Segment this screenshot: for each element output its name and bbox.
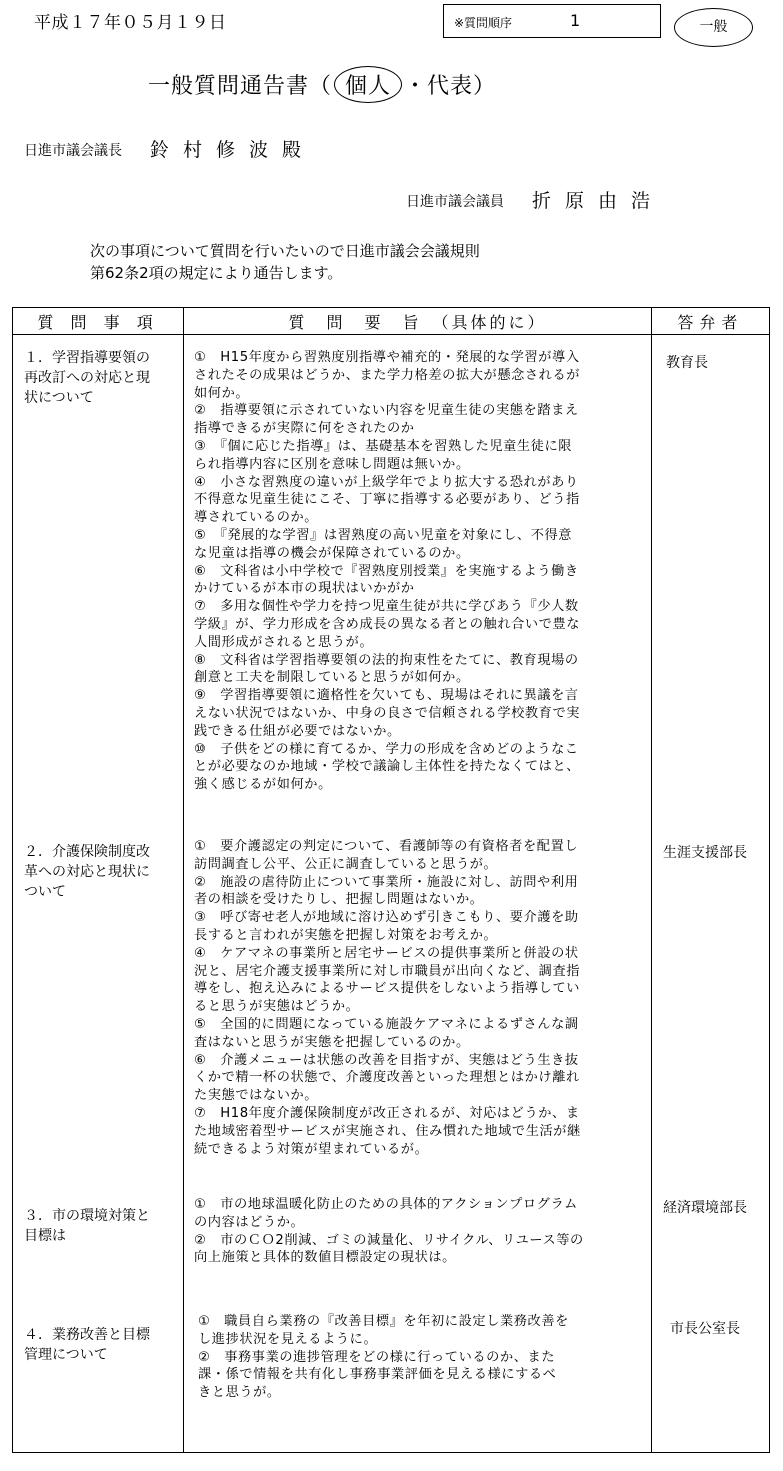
detail-line: ② 指導要領に示されていない内容を児童生徒の実態を踏まえ — [194, 403, 579, 419]
question-item-4 — [24, 1325, 150, 1365]
question-order-value: 1 — [570, 11, 581, 30]
question-detail-1 — [194, 349, 580, 794]
detail-line: ⑧ 文科省は学習指導要領の法的拘束性をたてに、教育現場の — [194, 652, 579, 668]
detail-line: えない状況ではないか、中身の良さで信頼される学校教育で実 — [194, 705, 581, 721]
sender-label: 日進市議会議員 — [406, 194, 504, 210]
title-kojin-circled: 個人 — [334, 66, 402, 103]
title-prefix: 一般質問通告書（ — [148, 74, 333, 99]
question-item-1 — [24, 348, 150, 408]
detail-line: きと思うが。 — [198, 1385, 281, 1401]
answerer-4: 市長公室長 — [670, 1321, 740, 1337]
detail-line: ① 要介護認定の判定について、看護師等の有資格者を配置し — [194, 839, 579, 854]
question-detail-4 — [198, 1313, 569, 1402]
detail-line: られ指導内容に区別を意味し問題は無いか。 — [194, 456, 470, 472]
category-badge: 一般 — [674, 8, 753, 47]
detail-line: ⑨ 学習指導要領に適格性を欠いても、現場はそれに異議を言 — [194, 688, 579, 704]
addressee-label: 日進市議会議長 — [24, 143, 122, 159]
item-line: 状について — [24, 390, 94, 406]
item-line: ２．介護保険制度改 — [24, 844, 150, 860]
detail-line: 者の相談を受けたりし、把握し問題はないか。 — [194, 892, 484, 908]
sender-name: 折原由浩 — [532, 190, 665, 212]
header-question-item: 質 問 事 項 — [13, 308, 184, 335]
detail-line: た実態ではないか。 — [194, 1088, 319, 1104]
detail-line: ⑥ 介護メニューは状態の改善を目指すが、実態はどう生き抜 — [194, 1052, 579, 1068]
item-line: 革への対応と現状に — [24, 864, 150, 880]
detail-line: し進捗状況を見えるように。 — [198, 1331, 378, 1347]
detail-line: 創意と工夫を制限していると思うが如何か。 — [194, 670, 470, 686]
detail-line: 不得意な児童生徒にこそ、丁寧に指導する必要があり、どう指 — [194, 492, 580, 508]
detail-line: 強く感じるが如何か。 — [194, 777, 332, 793]
detail-line: 査はないと思うが実態を把握しているのか。 — [194, 1034, 470, 1050]
detail-line: 指導できるが実際に何をされたのか — [194, 421, 415, 437]
detail-line: ⑤ 全国的に問題になっている施設ケアマネによるずさんな調 — [194, 1016, 579, 1032]
detail-line: ① 職員自ら業務の『改善目標』を年初に設定し業務改善を — [198, 1314, 569, 1329]
question-detail-3 — [194, 1196, 584, 1267]
detail-line: ⑥ 文科省は小中学校で『習熟度別授業』を実施するよう働き — [194, 563, 579, 579]
document-title — [148, 66, 496, 103]
detail-line: ② 施設の虐待防止について事業所・施設に対し、訪問や利用 — [194, 874, 579, 890]
detail-line: 学級』が、学力形成を含め成長の異なる者との触れ合いで豊な — [194, 616, 581, 632]
detail-line: 導されているのか。 — [194, 510, 319, 526]
answerer-3: 経済環境部長 — [663, 1200, 747, 1216]
detail-line: ④ 小さな習熟度の違いが上級学年でより拡大する恐れがあり — [194, 474, 579, 490]
item-line: ついて — [24, 884, 66, 900]
detail-line: ④ ケアマネの事業所と居宅サービスの提供事業所と併設の状 — [194, 945, 579, 961]
item-line: 再改訂への対応と現 — [24, 370, 150, 386]
detail-line: 課・係で情報を共有化し事務事業評価を見える様にするべ — [198, 1367, 557, 1383]
answerers-cell — [651, 335, 769, 1453]
header-question-detail: 質 問 要 旨 （具体的に） — [184, 308, 652, 335]
item-line: 目標は — [24, 1228, 66, 1244]
question-order-label: ※質問順序 — [454, 16, 513, 30]
detail-line: な児童は指導の機会が保障されているのか。 — [194, 545, 470, 561]
detail-line: 訪問調査し公平、公正に調査していると思うが。 — [194, 856, 498, 872]
detail-line: ると思うが実態はどうか。 — [194, 999, 360, 1015]
intro-line: 第62条2項の規定により通告します。 — [90, 264, 343, 282]
answerer-1: 教育長 — [666, 355, 708, 371]
detail-line: 続できるよう対策が望まれているが。 — [194, 1141, 429, 1157]
detail-line: ② 市のＣＯ2削減、ゴミの減量化、リサイクル、リユース等の — [194, 1232, 584, 1248]
detail-line: 人間形成がされると思うが。 — [194, 634, 374, 650]
detail-line: ⑤ 『発展的な学習』は習熟度の高い児童を対象にし、不得意 — [194, 527, 573, 543]
title-suffix: 代表） — [427, 74, 497, 99]
detail-line: かけているが本市の現状はいかがか — [194, 581, 415, 597]
detail-line: ② 事務事業の進捗管理をどの様に行っているのか、また — [198, 1349, 556, 1365]
detail-line: 長すると言われが実態を把握し対策をお考えか。 — [194, 927, 498, 943]
detail-line: ③ 呼び寄せ老人が地域に溶け込めず引きこもり、要介護を助 — [194, 910, 579, 926]
detail-line: 如何か。 — [194, 385, 250, 401]
addressee-name: 鈴村修波殿 — [150, 139, 316, 161]
detail-line: 向上施策と具体的数値目標設定の現状は。 — [194, 1250, 456, 1266]
detail-line: 導をし、抱え込みによるサービス提供をしないよう指導してい — [194, 981, 581, 997]
item-line: 管理について — [24, 1347, 108, 1363]
item-line: ３．市の環境対策と — [24, 1208, 150, 1224]
detail-line: くかで精一杯の状態で、介護度改善といった理想とはかけ離れ — [194, 1070, 580, 1086]
question-order-box — [443, 4, 661, 38]
header-answerer: 答弁者 — [651, 308, 769, 335]
detail-line: の内容はどうか。 — [194, 1214, 305, 1230]
detail-line: ① 市の地球温暖化防止のための具体的アクションプログラム — [194, 1197, 578, 1212]
detail-line: 況と、居宅介護支援事業所に対し市職員が出向くなど、調査指 — [194, 963, 581, 979]
detail-line: されたその成果はどうか、また学力格差の拡大が懸念されるが — [194, 367, 581, 383]
detail-line: 践できる仕組が必要ではないか。 — [194, 723, 401, 739]
detail-line: ③ 『個に応じた指導』は、基礎基本を習熟した児童生徒に限 — [194, 438, 573, 454]
question-item-3 — [24, 1206, 150, 1246]
detail-line: ① H15年度から習熟度別指導や補充的・発展的な学習が導入 — [194, 350, 580, 365]
question-detail-2 — [194, 838, 581, 1158]
notice-date: 平成１７年０５月１９日 — [34, 13, 227, 33]
intro-paragraph — [90, 240, 480, 284]
question-item-2 — [24, 842, 150, 902]
detail-line: ⑦ 多用な個性や学力を持つ児童生徒が共に学びあう『少人数 — [194, 599, 579, 615]
intro-line: 次の事項について質問を行いたいので日進市議会会議規則 — [90, 242, 480, 260]
item-line: ４．業務改善と目標 — [24, 1327, 150, 1343]
detail-line: ⑦ H18年度介護保険制度が改正されるが、対応はどうか、ま — [194, 1105, 580, 1121]
detail-line: とが必要なのか地域・学校で議論し主体性を持たなくてはと、 — [194, 759, 581, 775]
title-separator: ・ — [404, 74, 428, 99]
answerer-2: 生涯支援部長 — [663, 845, 747, 861]
table-header-row — [13, 308, 770, 335]
item-line: １．学習指導要領の — [24, 350, 150, 366]
detail-line: た地域密着型サービスが実施され、住み慣れた地域で生活が継 — [194, 1123, 581, 1139]
detail-line: ⑩ 子供をどの様に育てるか、学力の形成を含めどのようなこ — [194, 741, 579, 757]
